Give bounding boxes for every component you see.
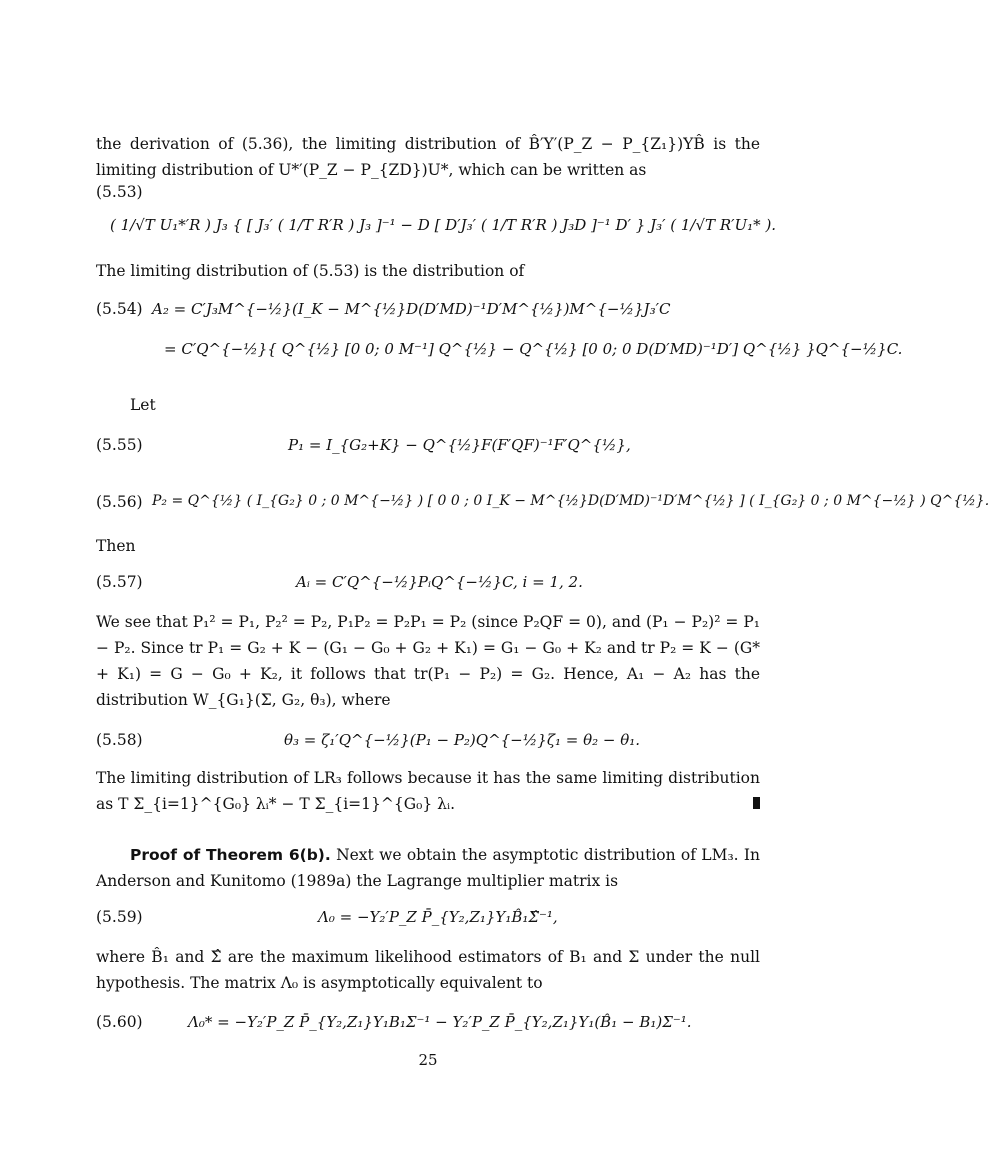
equation-5-54-line1: A₂ = C′J₃M^{−½}(I_K − M^{½}D(D′MD)⁻¹D′M^{½})M^{−½}J₃′C xyxy=(152,300,671,318)
equation-5-60: Λ₀* = −Y₂′P_Z P̄_{Y₂,Z₁}Y₁B₁Σ⁻¹ − Y₂′P_Z P̄_{Y₂,Z₁}Y₁(B̂₁ − B₁)Σ⁻¹. xyxy=(188,1013,692,1031)
equation-label-5-56: (5.56) xyxy=(96,493,143,511)
equation-5-55: P₁ = I_{G₂+K} − Q^{½}F(F′QF)⁻¹F′Q^{½}, xyxy=(288,436,631,454)
paragraph-then: Then xyxy=(96,537,136,555)
paragraph-mle: where B̂₁ and Σ̂ are the maximum likelihood estimators of B₁ and Σ under the null hypothesis. The matrix Λ₀ is asymptotically equivalent to xyxy=(96,948,760,992)
paragraph-intro: the derivation of (5.36), the limiting distribution of B̂′Y′(P_Z − P_{Z₁})YB̂ is the limiting distribution of U*′(P_Z − P_{ZD})U*, which can be written as xyxy=(96,135,760,179)
equation-5-57: Aᵢ = C′Q^{−½}PᵢQ^{−½}C, i = 1, 2. xyxy=(296,573,583,591)
equation-label-5-60: (5.60) xyxy=(96,1013,143,1031)
proof-heading: Proof of Theorem 6(b). xyxy=(130,846,331,864)
paragraph-properties: We see that P₁² = P₁, P₂² = P₂, P₁P₂ = P₂P₁ = P₂ (since P₂QF = 0), and (P₁ − P₂)² = P₁ − P₂. Since tr P₁ = G₂ + K − (G₁ − G₀ + G₂ + K₁) = G₁ − G₀ + K₂ and tr P₂ = K − (G* + K₁) = G − G₀ + K₂, it follows that tr(P₁ − P₂) = G₂. Hence, A₁ − A₂ has the distribution W_{G₁}(Σ, G₂, θ₃), where xyxy=(96,613,760,709)
equation-label-5-57: (5.57) xyxy=(96,573,143,591)
equation-5-54-line2: = C′Q^{−½}{ Q^{½} [0 0; 0 M⁻¹] Q^{½} − Q^{½} [0 0; 0 D(D′MD)⁻¹D′] Q^{½} }Q^{−½}C. xyxy=(164,340,903,358)
page-number: 25 xyxy=(418,1051,438,1069)
equation-label-5-55: (5.55) xyxy=(96,436,143,454)
paragraph-lr3: The limiting distribution of LR₃ follows because it has the same limiting distribution as T Σ_{i=1}^{G₀} λᵢ* − T Σ_{i=1}^{G₀} λᵢ. xyxy=(96,769,760,813)
proof-text: Next we obtain the asymptotic distribution of LM₃. In Anderson and Kunitomo (1989a) the Lagrange multiplier matrix is xyxy=(96,846,760,890)
page xyxy=(96,0,989,1170)
paragraph-limiting: The limiting distribution of (5.53) is the distribution of xyxy=(96,262,525,280)
equation-label-5-58: (5.58) xyxy=(96,731,143,749)
equation-label-5-59: (5.59) xyxy=(96,908,143,926)
qed-symbol xyxy=(753,797,760,809)
equation-label-5-54: (5.54) xyxy=(96,300,143,318)
equation-label-5-53: (5.53) xyxy=(96,183,143,201)
equation-5-53: ( 1/√T U₁*′R ) J₃ { [ J₃′ ( 1/T R′R ) J₃ ]⁻¹ − D [ D′J₃′ ( 1/T R′R ) J₃D ]⁻¹ D′ } J₃′ ( 1/√T R′U₁* ). xyxy=(110,216,777,234)
equation-5-58: θ₃ = ζ₁′Q^{−½}(P₁ − P₂)Q^{−½}ζ₁ = θ₂ − θ₁. xyxy=(284,731,641,749)
paragraph-proof-6b xyxy=(96,842,760,894)
equation-5-59: Λ₀ = −Y₂′P_Z P̄_{Y₂,Z₁}Y₁B̂₁Σ̂⁻¹, xyxy=(318,908,558,926)
equation-5-56: P₂ = Q^{½} ( I_{G₂} 0 ; 0 M^{−½} ) [ 0 0 ; 0 I_K − M^{½}D(D′MD)⁻¹D′M^{½} ] ( I_{G₂} 0 ; 0 M^{−½} ) Q^{½}. xyxy=(152,493,989,509)
paragraph-let: Let xyxy=(130,396,156,414)
